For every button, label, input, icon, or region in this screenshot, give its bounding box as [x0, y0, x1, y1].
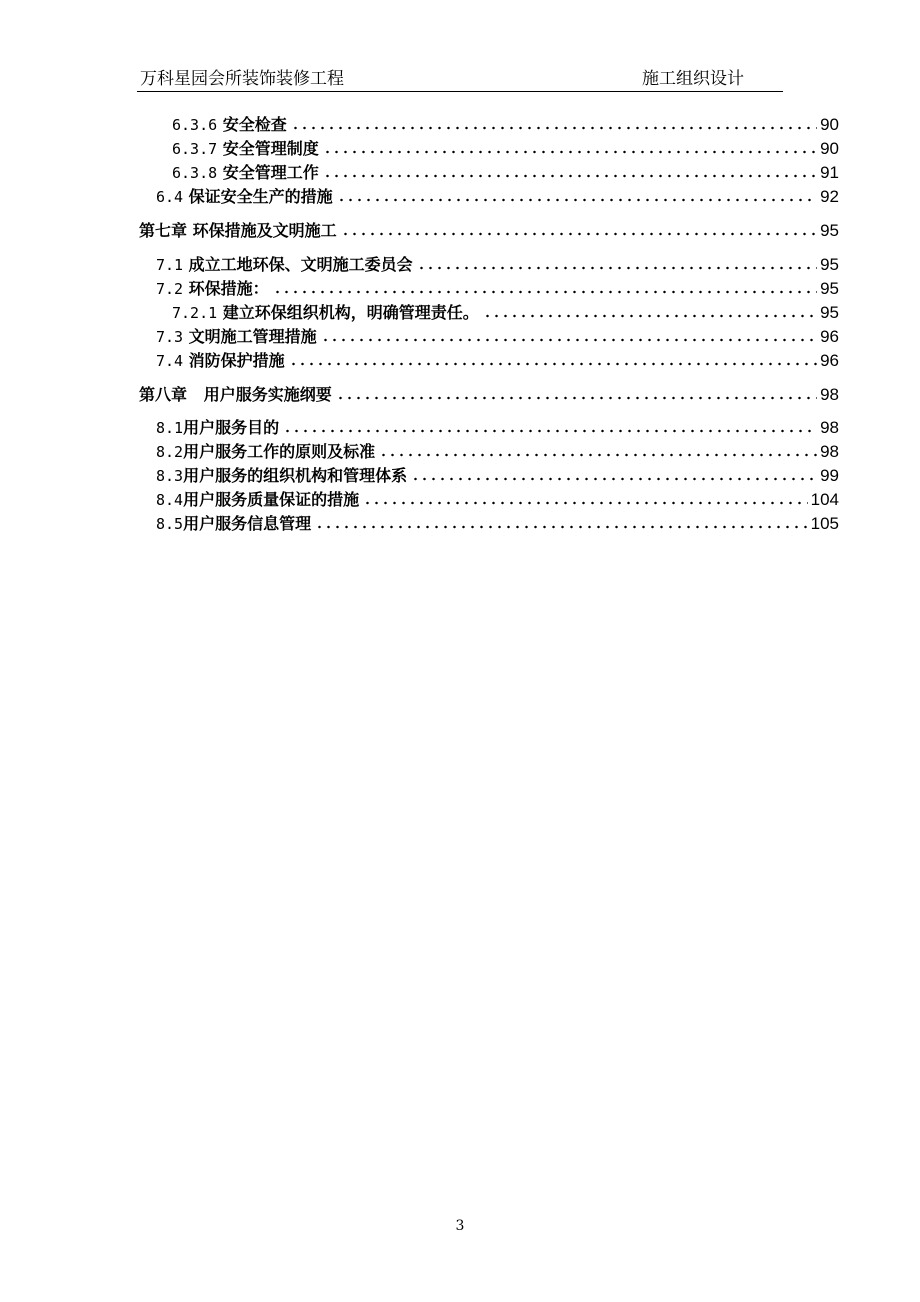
toc-entry-number: 7.2.1 — [172, 304, 218, 322]
toc-entry-title: 消防保护措施 — [188, 351, 285, 370]
toc-entry-number: 8.5 — [156, 515, 184, 533]
table-of-contents — [0, 0, 920, 560]
toc-entry[interactable] — [172, 161, 839, 183]
toc-entry[interactable] — [156, 325, 839, 347]
toc-entry-title: 用户服务的组织机构和管理体系 — [183, 466, 408, 485]
toc-entry-page: 95 — [820, 221, 839, 240]
toc-dot-leader — [417, 265, 817, 271]
toc-dot-leader — [321, 337, 817, 343]
toc-entry[interactable] — [156, 349, 839, 371]
toc-entry[interactable] — [156, 464, 839, 486]
toc-entry-number: 7.3 — [156, 328, 184, 346]
toc-entry-title: 环保措施及文明施工 — [192, 221, 337, 240]
toc-entry-page: 98 — [820, 418, 839, 437]
toc-entry-page: 92 — [820, 187, 839, 206]
toc-entry-title: 用户服务质量保证的措施 — [183, 490, 360, 509]
toc-dot-leader — [483, 313, 817, 319]
toc-entry-page: 104 — [810, 490, 839, 509]
toc-entry-number: 6.3.6 — [172, 116, 218, 134]
toc-entry-page: 99 — [820, 466, 839, 485]
toc-entry-page: 95 — [820, 279, 839, 298]
toc-entry-title: 安全检查 — [222, 115, 287, 134]
header-project-title: 万科星园会所装饰装修工程 — [140, 69, 344, 89]
toc-entry[interactable] — [156, 512, 839, 534]
toc-dot-leader — [336, 395, 817, 401]
toc-entry[interactable] — [156, 277, 839, 299]
toc-entry-number: 6.3.8 — [172, 164, 218, 182]
toc-dot-leader — [323, 149, 817, 155]
toc-entry-title: 用户服务工作的原则及标准 — [183, 442, 376, 461]
header-document-type: 施工组织设计 — [642, 69, 744, 89]
toc-entry-number: 8.4 — [156, 491, 184, 509]
toc-entry-title: 成立工地环保、文明施工委员会 — [188, 255, 413, 274]
toc-dot-leader — [341, 231, 817, 237]
toc-entry-title: 文明施工管理措施 — [188, 327, 317, 346]
toc-entry-title: 环保措施： — [188, 279, 269, 298]
toc-entry-page: 95 — [820, 255, 839, 274]
page-number: 3 — [455, 1218, 465, 1234]
toc-entry-number: 8.1 — [156, 419, 184, 437]
toc-entry[interactable] — [156, 416, 839, 438]
toc-entry-number: 6.4 — [156, 188, 184, 206]
toc-chapter-entry[interactable] — [139, 383, 839, 405]
toc-entry[interactable] — [156, 253, 839, 275]
toc-entry-title: 安全管理制度 — [222, 139, 319, 158]
toc-entry-number: 第七章 — [139, 221, 188, 240]
toc-entry-number: 7.4 — [156, 352, 184, 370]
toc-entry-title: 用户服务目的 — [183, 418, 280, 437]
toc-entry-title: 用户服务信息管理 — [183, 514, 312, 533]
toc-dot-leader — [323, 173, 817, 179]
toc-entry-number: 第八章 — [139, 385, 188, 404]
toc-dot-leader — [291, 125, 817, 131]
toc-entry[interactable] — [172, 113, 839, 135]
toc-dot-leader — [315, 524, 808, 530]
toc-entry-title: 用户服务实施纲要 — [203, 385, 332, 404]
toc-entry-page: 91 — [820, 163, 839, 182]
toc-entry-page: 90 — [820, 139, 839, 158]
toc-dot-leader — [379, 452, 817, 458]
toc-dot-leader — [289, 361, 817, 367]
toc-entry-page: 95 — [820, 303, 839, 322]
toc-entry-page: 105 — [810, 514, 839, 533]
toc-entry-number: 8.2 — [156, 443, 184, 461]
toc-entry-page: 98 — [820, 442, 839, 461]
toc-dot-leader — [283, 428, 817, 434]
toc-entry-page: 96 — [820, 351, 839, 370]
toc-entry-title: 建立环保组织机构，明确管理责任。 — [222, 303, 479, 322]
toc-entry-number: 7.2 — [156, 280, 184, 298]
toc-entry[interactable] — [156, 488, 839, 510]
toc-entry[interactable] — [172, 137, 839, 159]
toc-entry-page: 96 — [820, 327, 839, 346]
toc-entry[interactable] — [156, 185, 839, 207]
toc-entry[interactable] — [156, 440, 839, 462]
toc-dot-leader — [337, 197, 817, 203]
toc-entry-title: 保证安全生产的措施 — [188, 187, 333, 206]
toc-chapter-entry[interactable] — [139, 219, 839, 241]
toc-dot-leader — [273, 289, 817, 295]
toc-entry-number: 7.1 — [156, 256, 184, 274]
toc-entry-page: 98 — [820, 385, 839, 404]
toc-entry[interactable] — [172, 301, 839, 323]
toc-entry-page: 90 — [820, 115, 839, 134]
toc-entry-number: 8.3 — [156, 467, 184, 485]
toc-dot-leader — [363, 500, 808, 506]
toc-entry-title: 安全管理工作 — [222, 163, 319, 182]
toc-dot-leader — [411, 476, 817, 482]
toc-entry-number: 6.3.7 — [172, 140, 218, 158]
